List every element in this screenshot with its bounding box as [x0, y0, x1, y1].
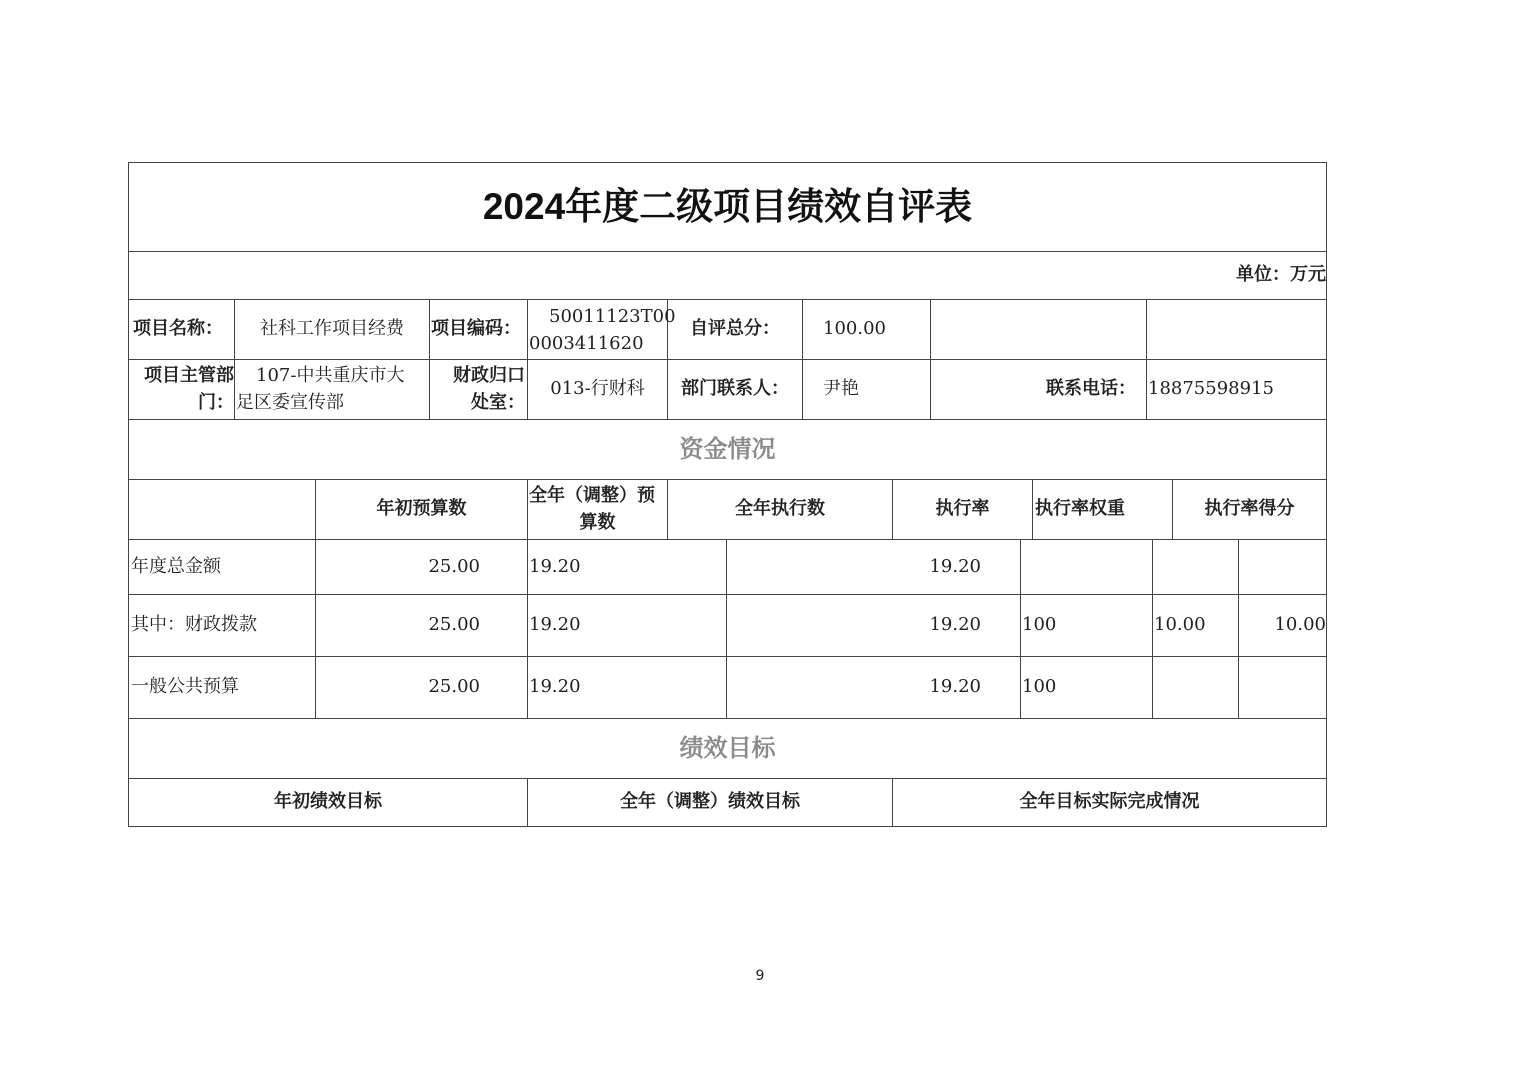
- dept-value: [236, 362, 429, 418]
- funds-row-adjusted: 19.20: [529, 614, 581, 636]
- funds-row-adjusted: 19.20: [529, 676, 581, 698]
- funds-row-score: [1239, 657, 1326, 718]
- funds-row-initial: 25.00: [428, 676, 480, 698]
- funds-row-score: [1239, 540, 1326, 594]
- header-adjusted-budget: [528, 482, 667, 538]
- contact-value: 尹艳: [823, 378, 859, 400]
- header-executed: 全年执行数: [735, 498, 825, 520]
- goals-header-actual: 全年目标实际完成情况: [1019, 791, 1200, 813]
- funds-row-executed: 19.20: [929, 614, 981, 636]
- funds-row-rate: 100: [1022, 614, 1057, 636]
- page-number: 9: [755, 967, 765, 984]
- project-name-label: 项目名称：: [133, 318, 223, 340]
- finance-office-label: [430, 362, 527, 418]
- funds-row-executed: 19.20: [929, 555, 981, 577]
- dept-value-line-2: 足区委宣传部: [236, 392, 344, 413]
- finance-office-label-line-1: 财政归口: [453, 365, 525, 386]
- header-rate-weight: 执行率权重: [1035, 498, 1125, 520]
- funds-row-rate: 100: [1022, 676, 1057, 698]
- funds-row-label: 一般公共预算: [131, 676, 239, 698]
- funds-row-rate: [1022, 540, 1152, 594]
- header-adjusted-line-2: 算数: [579, 512, 616, 533]
- funds-section-title: 资金情况: [679, 435, 776, 464]
- dept-value-line-1: 107-中共重庆市大: [256, 365, 405, 386]
- funds-row-initial: 25.00: [428, 555, 480, 577]
- dept-label-line-2: 门：: [198, 392, 234, 413]
- header-initial-budget: 年初预算数: [376, 498, 467, 520]
- funds-row-score: 10.00: [1274, 614, 1326, 636]
- project-code-label: 项目编码：: [431, 318, 521, 340]
- goals-header-initial: 年初绩效目标: [274, 791, 382, 813]
- finance-office-label-line-2: 处室：: [471, 392, 525, 413]
- project-name-value: 社科工作项目经费: [260, 318, 404, 340]
- goals-section-title: 绩效目标: [679, 734, 776, 763]
- funds-row-weight: [1154, 540, 1238, 594]
- funds-row-weight: [1154, 657, 1238, 718]
- dept-label: [130, 362, 234, 418]
- dept-label-line-1: 项目主管部: [144, 365, 234, 386]
- header-adjusted-line-1: 全年（调整）预: [529, 485, 655, 506]
- project-code-value: [529, 303, 676, 357]
- unit-label: 单位：万元: [1236, 264, 1326, 286]
- project-code-line-1: 50011123T00: [549, 306, 676, 327]
- header-rate: 执行率: [935, 498, 990, 520]
- funds-row-label: 年度总金额: [131, 555, 221, 577]
- phone-value: 18875598915: [1148, 378, 1274, 400]
- funds-row-adjusted: 19.20: [529, 555, 581, 577]
- header-rate-score: 执行率得分: [1204, 498, 1295, 520]
- contact-label: 部门联系人：: [681, 378, 789, 400]
- project-code-line-2: 0003411620: [529, 333, 644, 354]
- funds-row-initial: 25.00: [428, 614, 480, 636]
- phone-label: 联系电话：: [1046, 378, 1136, 400]
- goals-header-adjusted: 全年（调整）绩效目标: [620, 791, 800, 813]
- funds-row-executed: 19.20: [929, 676, 981, 698]
- total-score-value: 100.00: [823, 318, 886, 340]
- total-score-label: 自评总分：: [690, 318, 780, 340]
- page-title: 2024年度二级项目绩效自评表: [482, 186, 973, 228]
- funds-row-label: 其中：财政拨款: [131, 614, 257, 636]
- finance-office-value: 013-行财科: [550, 378, 645, 400]
- funds-row-weight: 10.00: [1154, 614, 1206, 636]
